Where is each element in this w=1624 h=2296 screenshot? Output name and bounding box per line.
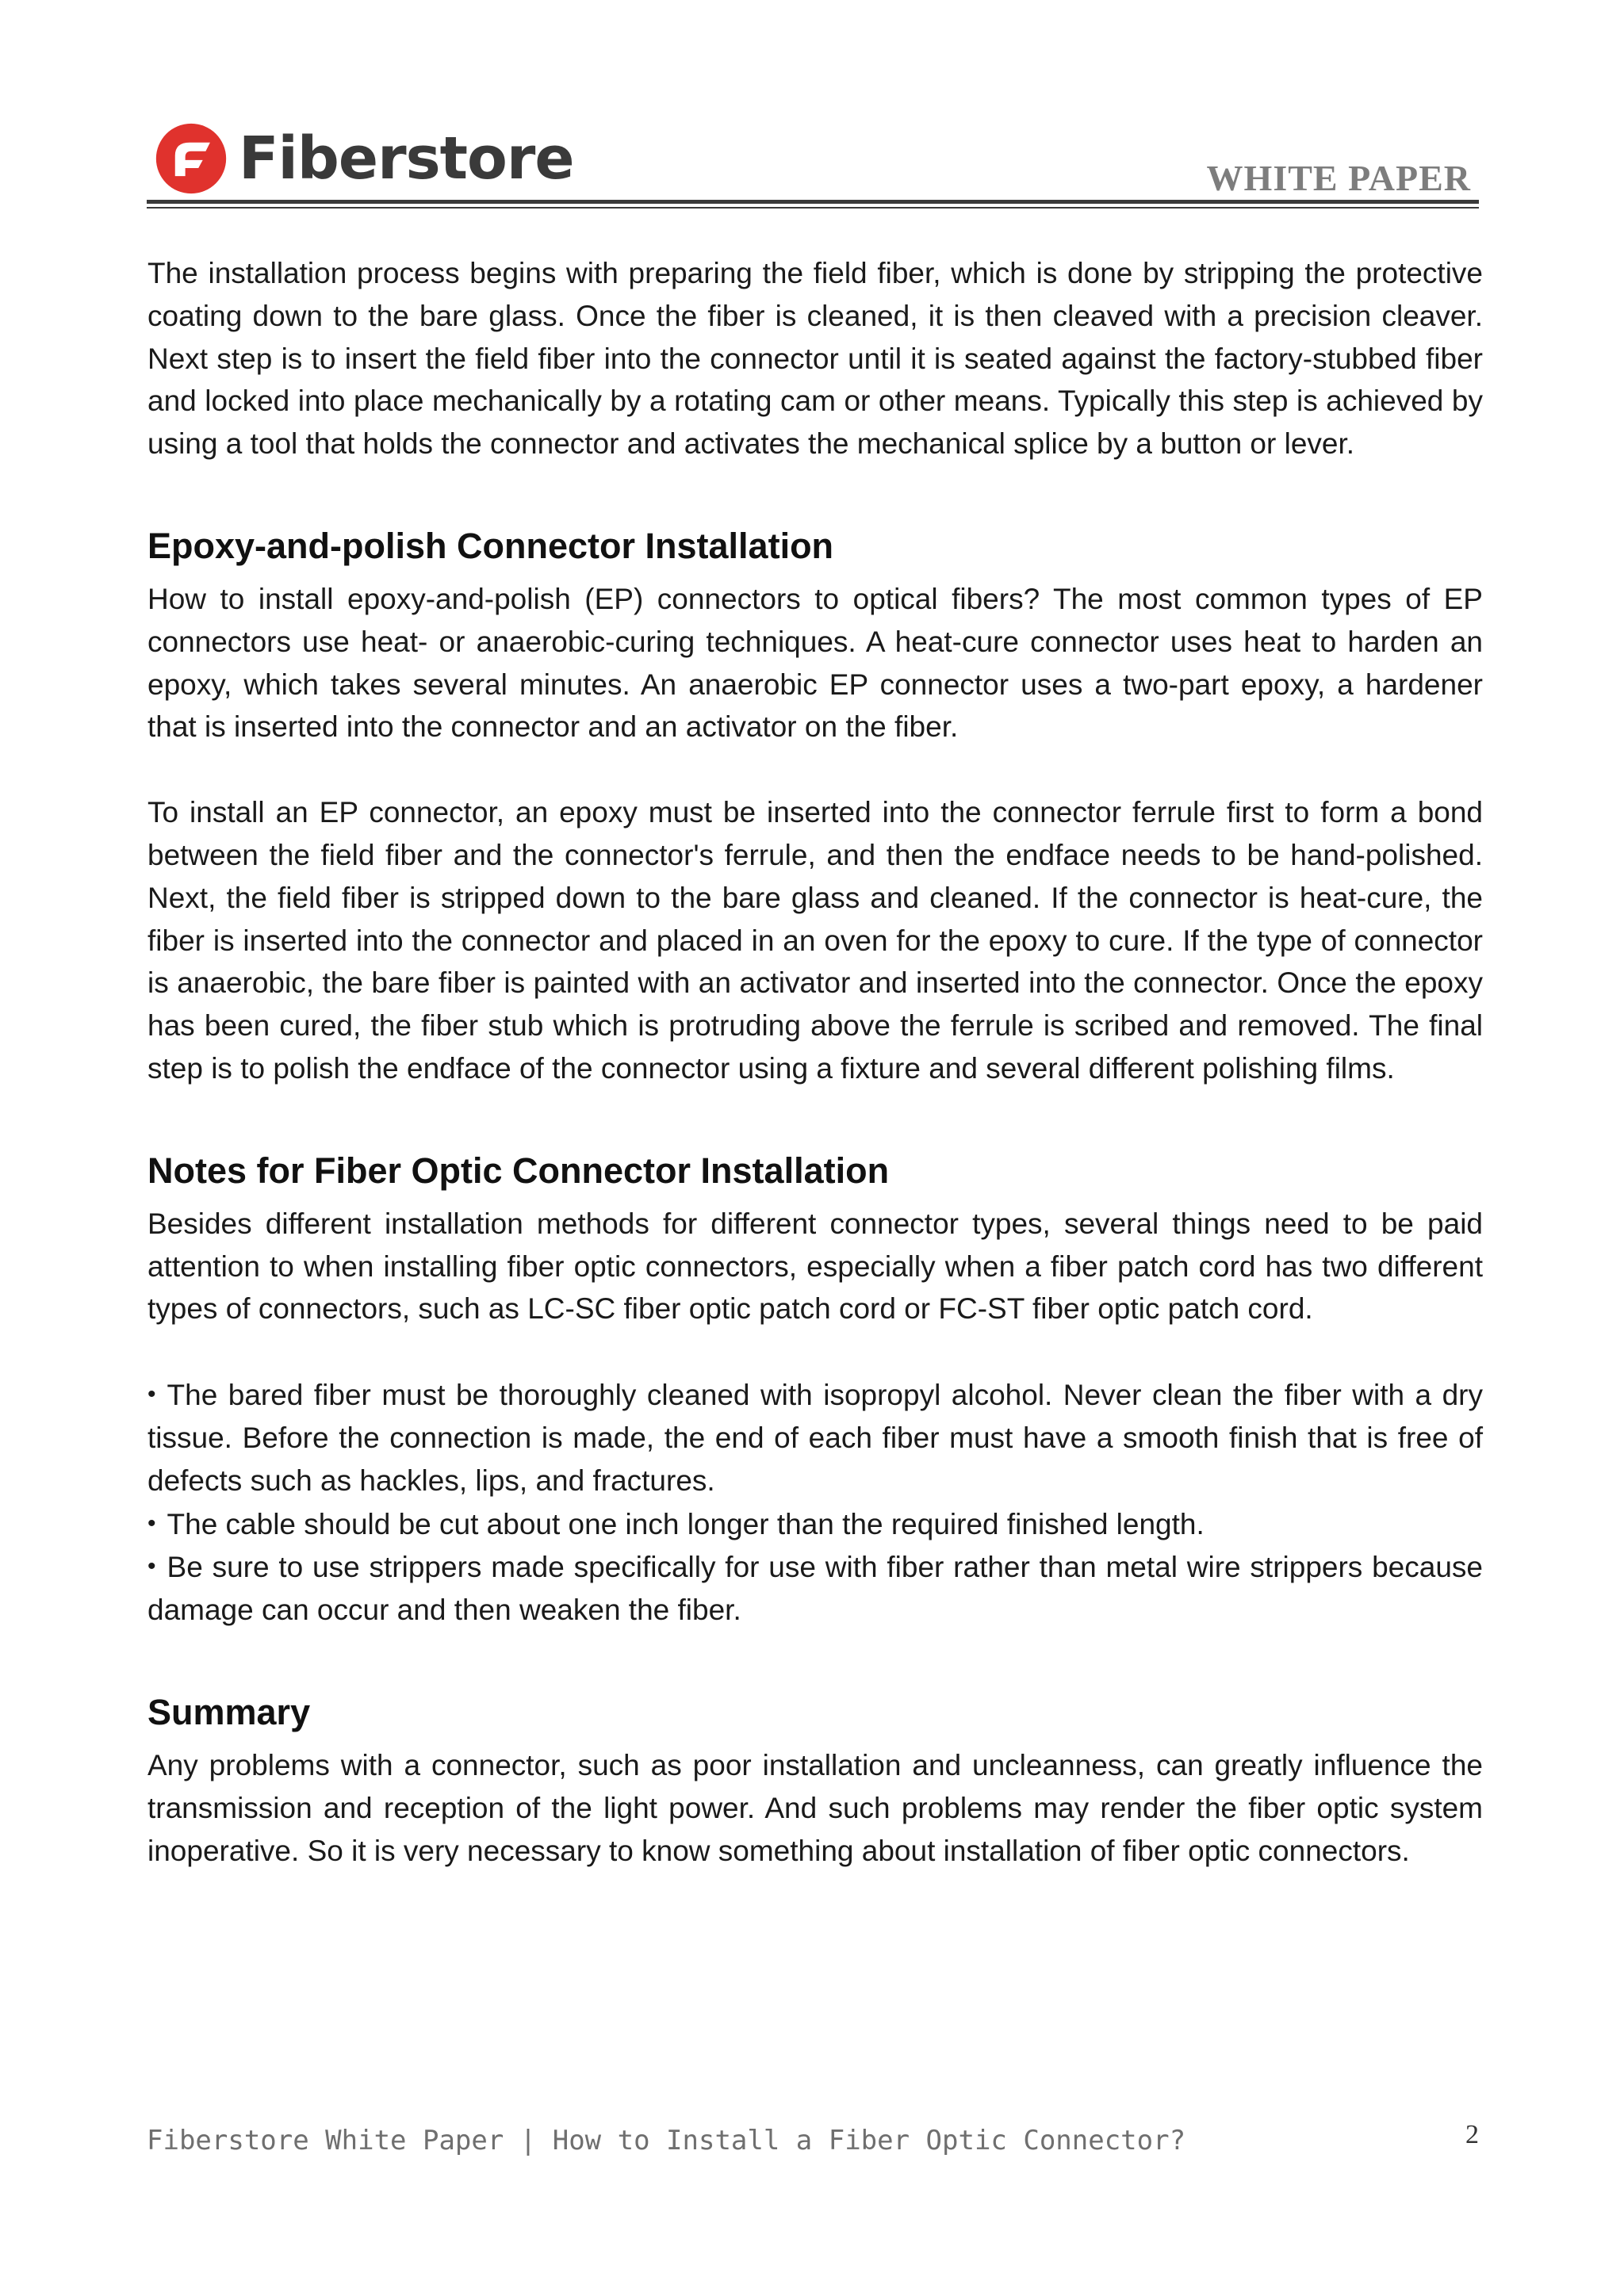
section-heading-notes: Notes for Fiber Optic Connector Installation (147, 1150, 890, 1191)
bullet-text: The cable should be cut about one inch longer than the required finished length. (167, 1507, 1205, 1540)
white-paper-label: WHITE PAPER (1206, 158, 1471, 198)
logo-text: Fiberstore (239, 124, 574, 193)
bullet-text: The bared fiber must be thoroughly cleaned with isopropyl alcohol. Never clean the fiber with a dry tissue. Before the connection is made, the end of each fiber must have a smooth finish that is free of defects such as hackles, lips, and fractures. (147, 1379, 1483, 1497)
intro-paragraph: The installation process begins with preparing the field fiber, which is done by stripping the protective coating down to the bare glass. Once the fiber is cleaned, it is then cleaved with a precision cleaver. Next step is to insert the field fiber into the connector until it is seated against the factory-stubbed fiber and locked into place mechanically by a rotating cam or other means. Typically this step is achieved by using a tool that holds the connector and activates the mechanical splice by a button or lever. (147, 257, 1483, 461)
bullet-dot: • (147, 1381, 156, 1408)
epoxy-paragraph-2: To install an EP connector, an epoxy must be inserted into the connector ferrule first to form a bond between the field fiber and the connector's ferrule, and then the endface needs to be hand-polished. Next, the field fiber is stripped down to the bare glass and cleaned. If the connector is heat-cure, the fiber is inserted into the connector and placed in an oven for the epoxy to cure. If the type of connector is anaerobic, the bare fiber is painted with an activator and inserted into the connector. Once the epoxy has been cured, the fiber stub which is protruding above the ferrule is scribed and removed. The final step is to polish the endface of the connector using a fixture and several different polishing films. (147, 796, 1483, 1085)
bullet-dot: • (147, 1510, 156, 1536)
bullet-text: Be sure to use strippers made specifically for use with fiber rather than metal wire strippers because damage can occur and then weaken the fiber. (147, 1551, 1483, 1627)
page-header (147, 111, 1479, 214)
bullet-dot: • (147, 1553, 156, 1580)
fiberstore-logo-icon (155, 122, 228, 195)
notes-paragraph: Besides different installation methods for different connector types, several things need to be paid attention to when installing fiber optic connectors, especially when a fiber patch cord has two different types of connectors, such as LC-SC fiber optic patch cord or FC-ST fiber optic patch cord. (147, 1207, 1483, 1326)
section-heading-epoxy: Epoxy-and-polish Connector Installation (147, 525, 834, 566)
page-footer (147, 2120, 1479, 2172)
header-rule-thin (147, 207, 1479, 209)
document-body (147, 252, 1483, 1872)
summary-paragraph: Any problems with a connector, such as poor installation and uncleanness, can greatly influence the transmission and reception of the light power. And such problems may render the fiber optic system inoperative. So it is very necessary to know something about installation of fiber optic connectors. (147, 1748, 1483, 1867)
epoxy-paragraph-1: How to install epoxy-and-polish (EP) connectors to optical fibers? The most common types of EP connectors use heat- or anaerobic-curing techniques. A heat-cure connector uses heat to harden an epoxy, which takes several minutes. An anaerobic EP connector uses a two-part epoxy, a hardener that is inserted into the connector and an activator on the fiber. (147, 582, 1483, 744)
section-heading-summary: Summary (147, 1691, 311, 1732)
bullet-item (147, 1545, 1483, 1632)
bullet-item (147, 1502, 1483, 1546)
bullet-item (147, 1373, 1483, 1502)
brand-logo (155, 119, 574, 198)
footer-text: Fiberstore White Paper | How to Install a Fiber Optic Connector? (147, 2125, 1186, 2156)
page-number: 2 (1465, 2120, 1479, 2149)
header-rule-thick (147, 200, 1479, 204)
